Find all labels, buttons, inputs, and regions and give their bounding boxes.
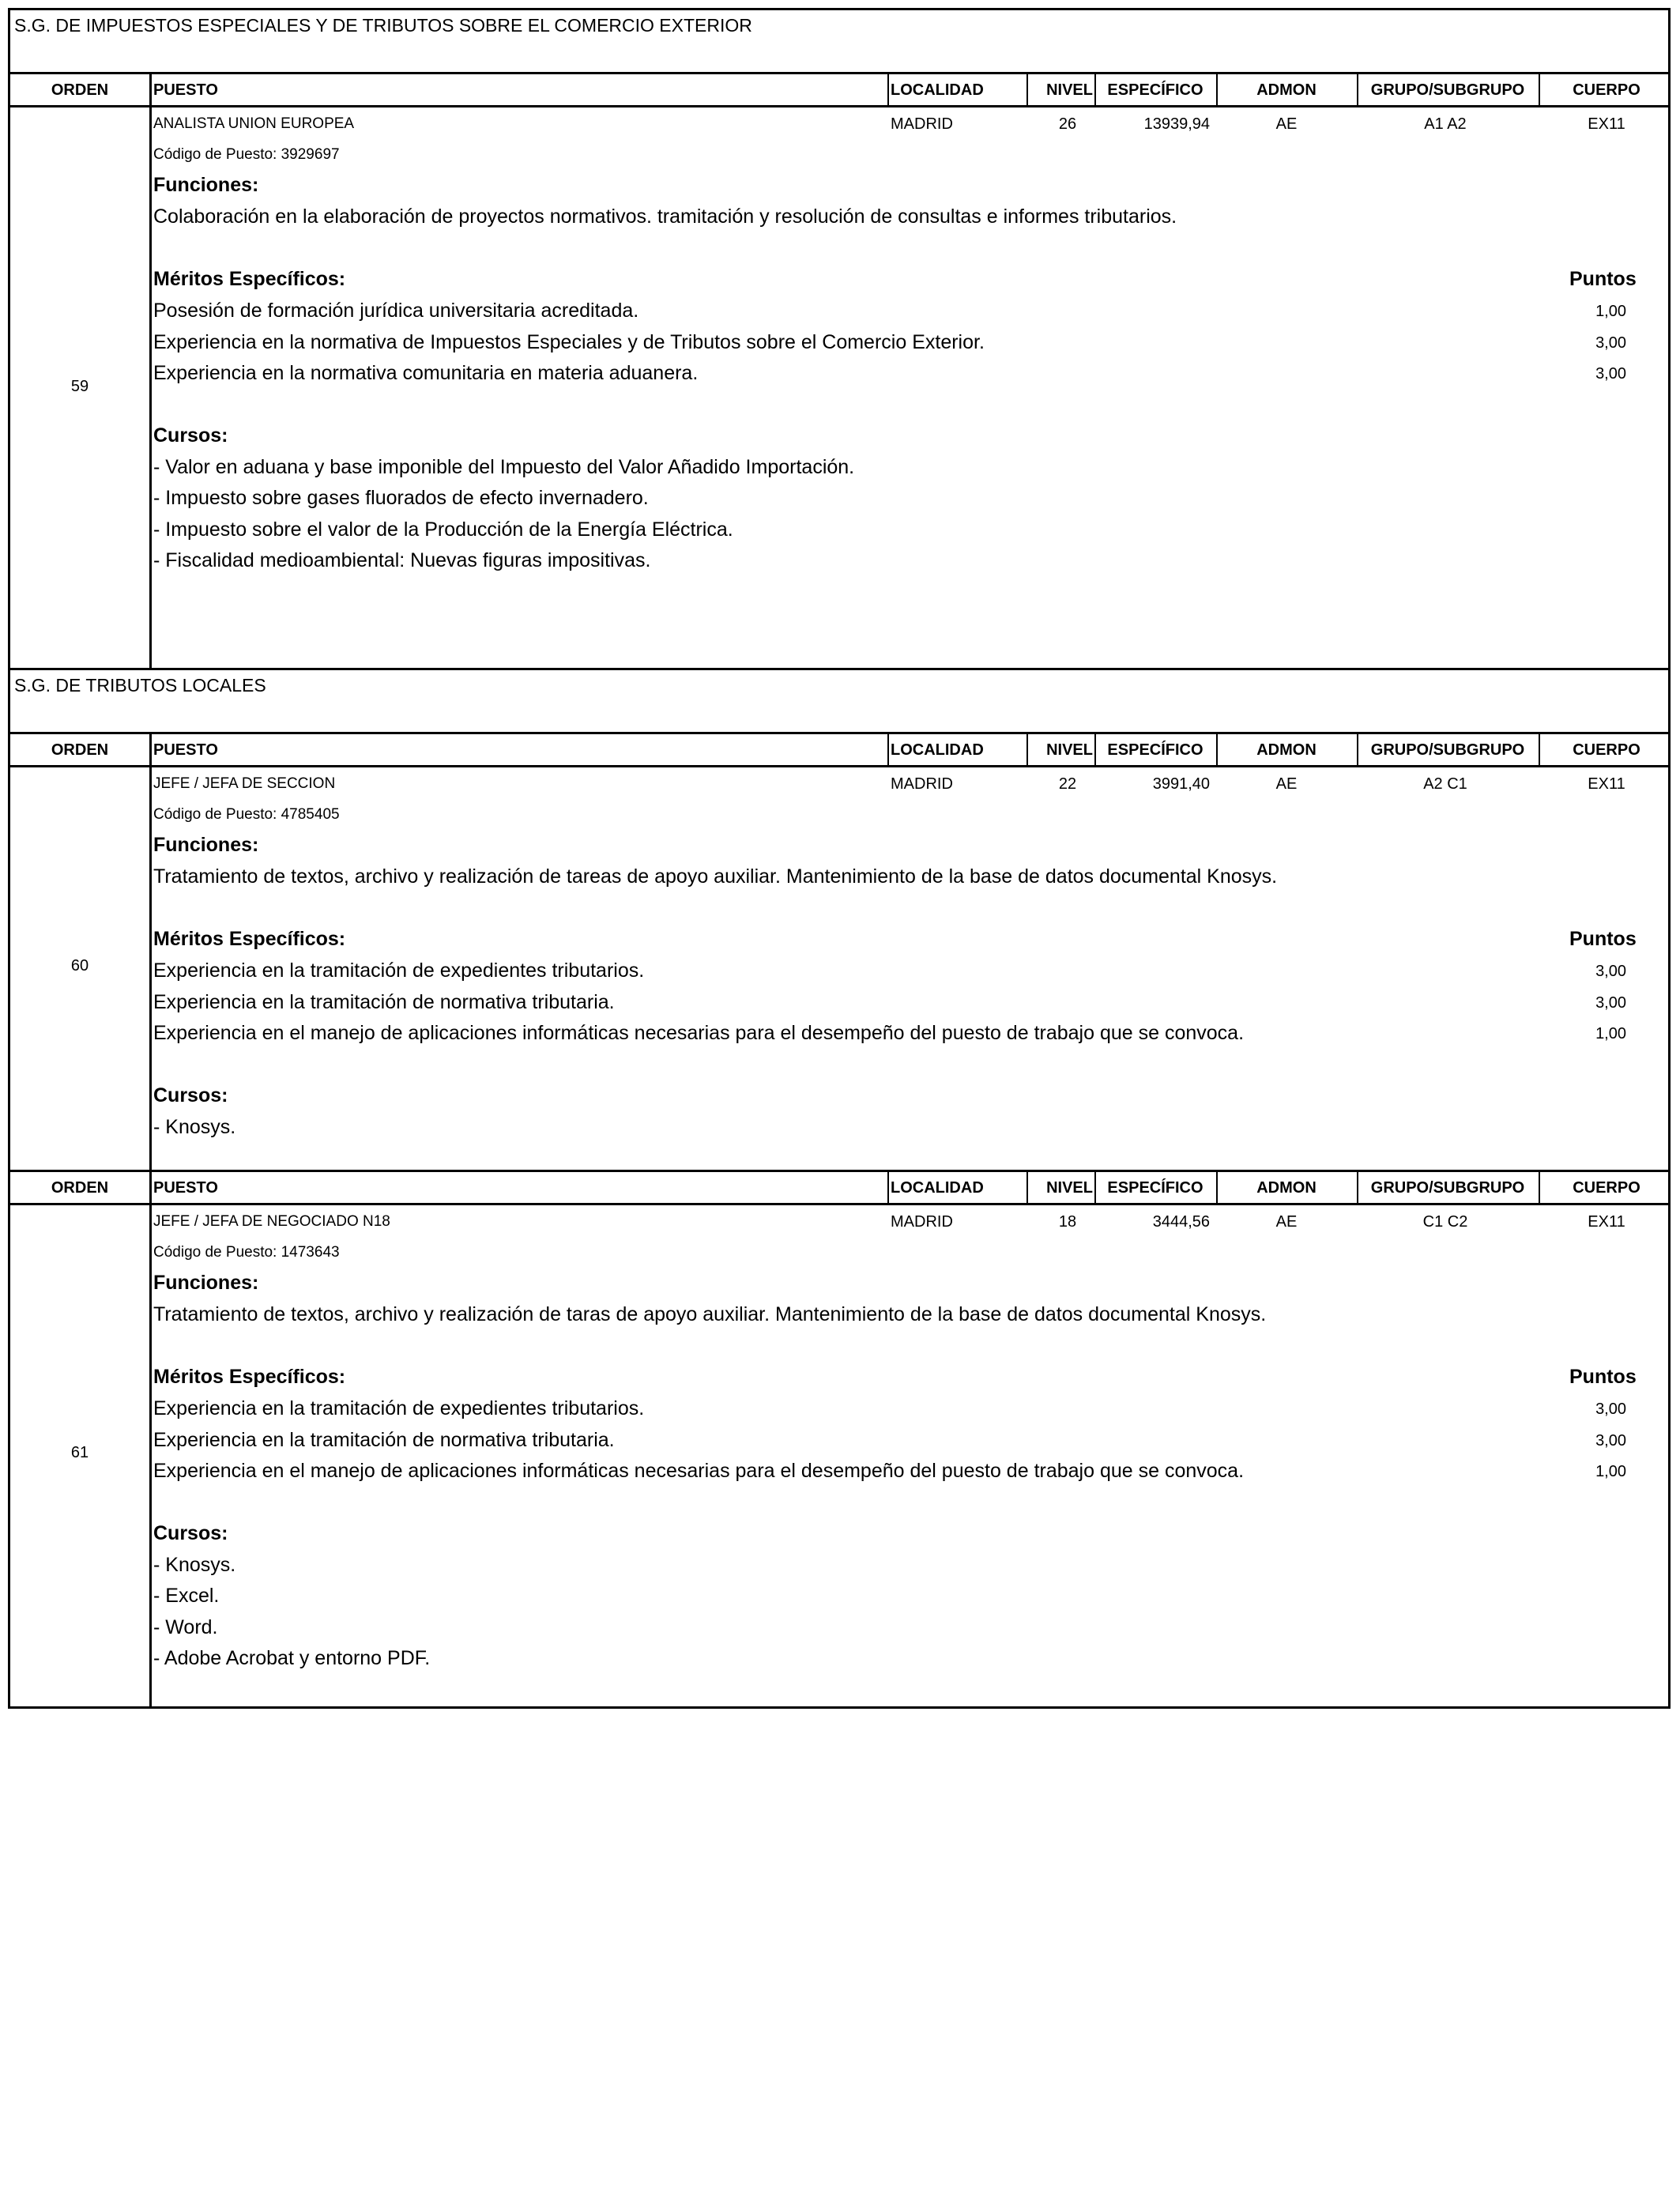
header-grupo: GRUPO/SUBGRUPO: [1370, 741, 1525, 759]
puntos-label: Puntos: [1569, 268, 1637, 290]
admon: AE: [1275, 115, 1298, 133]
curso-item: - Impuesto sobre gases fluorados de efecto invernadero.: [153, 487, 649, 509]
orden-number: 60: [70, 957, 89, 974]
curso-item: - Valor en aduana y base imponible del Impuesto del Valor Añadido Importación.: [153, 456, 855, 478]
merito-item: Experiencia en la normativa comunitaria en materia aduanera.: [153, 362, 699, 384]
orden-number: 61: [70, 1444, 89, 1461]
header-cuerpo: CUERPO: [1573, 81, 1640, 99]
puntos-label: Puntos: [1569, 928, 1637, 950]
header-grupo: GRUPO/SUBGRUPO: [1370, 1179, 1525, 1197]
merito-puntos: 3,00: [1595, 334, 1626, 352]
merito-item: Experiencia en la tramitación de normativa tributaria.: [153, 991, 615, 1013]
admon: AE: [1275, 1213, 1298, 1231]
cursos-label: Cursos:: [153, 1522, 228, 1544]
merito-item: Experiencia en el manejo de aplicaciones informáticas necesarias para el desempeño del puesto de trabajo que se convoca.: [153, 1022, 1245, 1044]
merito-puntos: 3,00: [1595, 1400, 1626, 1418]
codigo-puesto: Código de Puesto: 1473643: [153, 1244, 340, 1261]
meritos-label: Méritos Específicos:: [153, 928, 346, 950]
header-grupo: GRUPO/SUBGRUPO: [1370, 81, 1525, 99]
header-cuerpo: CUERPO: [1573, 1179, 1640, 1197]
localidad: MADRID: [891, 775, 953, 793]
header-especifico: ESPECÍFICO: [1107, 81, 1203, 99]
merito-puntos: 3,00: [1595, 1432, 1626, 1449]
codigo-puesto: Código de Puesto: 4785405: [153, 806, 340, 823]
table-header: [10, 1172, 1668, 1205]
nivel: 26: [1058, 115, 1077, 133]
header-puesto: PUESTO: [153, 1179, 218, 1197]
job-entry: [10, 767, 1668, 1172]
funciones-label: Funciones:: [153, 834, 259, 856]
admon: AE: [1275, 775, 1298, 793]
section-title: [10, 670, 1668, 734]
document-table: [8, 8, 1671, 1709]
merito-item: Experiencia en la tramitación de expedientes tributarios.: [153, 959, 645, 982]
header-localidad: LOCALIDAD: [891, 81, 984, 99]
header-especifico: ESPECÍFICO: [1107, 1179, 1203, 1197]
orden-number: 59: [70, 378, 89, 395]
funciones-text: Colaboración en la elaboración de proyectos normativos. tramitación y resolución de consultas e informes tributarios.: [153, 205, 1177, 228]
grupo: A1 A2: [1424, 115, 1467, 133]
cursos-label: Cursos:: [153, 1084, 228, 1106]
puntos-label: Puntos: [1569, 1366, 1637, 1388]
job-entry: [10, 107, 1668, 670]
curso-item: - Word.: [153, 1616, 218, 1638]
section-title: [10, 10, 1668, 74]
job-entry: [10, 1205, 1668, 1706]
table-header: [10, 74, 1668, 107]
header-admon: ADMON: [1256, 81, 1317, 99]
cuerpo: EX11: [1588, 775, 1625, 793]
grupo: C1 C2: [1422, 1213, 1468, 1231]
merito-puntos: 1,00: [1595, 303, 1626, 320]
merito-puntos: 3,00: [1595, 963, 1626, 980]
merito-puntos: 3,00: [1595, 994, 1626, 1012]
header-especifico: ESPECÍFICO: [1107, 741, 1203, 759]
header-localidad: LOCALIDAD: [891, 741, 984, 759]
curso-item: - Knosys.: [153, 1116, 236, 1138]
merito-item: Experiencia en la normativa de Impuestos Especiales y de Tributos sobre el Comercio Exterior.: [153, 331, 985, 353]
merito-item: Experiencia en la tramitación de expedientes tributarios.: [153, 1397, 645, 1419]
merito-puntos: 1,00: [1595, 1025, 1626, 1042]
especifico: 3444,56: [1152, 1213, 1210, 1231]
meritos-label: Méritos Específicos:: [153, 1366, 346, 1388]
funciones-text: Tratamiento de textos, archivo y realización de taras de apoyo auxiliar. Mantenimiento de la base de datos documental Knosys.: [153, 1303, 1267, 1325]
curso-item: - Adobe Acrobat y entorno PDF.: [153, 1647, 431, 1669]
curso-item: - Knosys.: [153, 1554, 236, 1576]
section-title-text: S.G. DE TRIBUTOS LOCALES: [14, 675, 266, 696]
especifico: 3991,40: [1152, 775, 1210, 793]
merito-item: Experiencia en la tramitación de normativa tributaria.: [153, 1429, 615, 1451]
codigo-puesto: Código de Puesto: 3929697: [153, 146, 340, 163]
curso-item: - Impuesto sobre el valor de la Producción de la Energía Eléctrica.: [153, 518, 733, 541]
puesto-name: JEFE / JEFA DE NEGOCIADO N18: [153, 1213, 390, 1230]
header-nivel: NIVEL: [1046, 1179, 1093, 1197]
localidad: MADRID: [891, 1213, 953, 1231]
localidad: MADRID: [891, 115, 953, 133]
nivel: 18: [1058, 1213, 1077, 1231]
cursos-label: Cursos:: [153, 424, 228, 447]
header-admon: ADMON: [1256, 741, 1317, 759]
header-nivel: NIVEL: [1046, 741, 1093, 759]
curso-item: - Excel.: [153, 1585, 220, 1607]
merito-item: Posesión de formación jurídica universitaria acreditada.: [153, 300, 639, 322]
header-localidad: LOCALIDAD: [891, 1179, 984, 1197]
merito-puntos: 3,00: [1595, 365, 1626, 383]
puesto-name: ANALISTA UNION EUROPEA: [153, 115, 355, 132]
nivel: 22: [1058, 775, 1077, 793]
puesto-name: JEFE / JEFA DE SECCION: [153, 775, 336, 792]
header-orden: ORDEN: [51, 741, 109, 759]
header-orden: ORDEN: [51, 1179, 109, 1197]
header-admon: ADMON: [1256, 1179, 1317, 1197]
funciones-text: Tratamiento de textos, archivo y realización de tareas de apoyo auxiliar. Mantenimiento de la base de datos documental Knosys.: [153, 865, 1278, 888]
funciones-label: Funciones:: [153, 174, 259, 196]
merito-puntos: 1,00: [1595, 1463, 1626, 1480]
header-nivel: NIVEL: [1046, 81, 1093, 99]
cuerpo: EX11: [1588, 115, 1625, 133]
merito-item: Experiencia en el manejo de aplicaciones informáticas necesarias para el desempeño del puesto de trabajo que se convoca.: [153, 1460, 1245, 1482]
meritos-label: Méritos Específicos:: [153, 268, 346, 290]
header-puesto: PUESTO: [153, 741, 218, 759]
header-cuerpo: CUERPO: [1573, 741, 1640, 759]
header-puesto: PUESTO: [153, 81, 218, 99]
cuerpo: EX11: [1588, 1213, 1625, 1231]
section-title-text: S.G. DE IMPUESTOS ESPECIALES Y DE TRIBUTOS SOBRE EL COMERCIO EXTERIOR: [14, 15, 752, 36]
header-orden: ORDEN: [51, 81, 109, 99]
grupo: A2 C1: [1423, 775, 1467, 793]
especifico: 13939,94: [1143, 115, 1210, 133]
table-header: [10, 734, 1668, 767]
funciones-label: Funciones:: [153, 1272, 259, 1294]
curso-item: - Fiscalidad medioambiental: Nuevas figuras impositivas.: [153, 549, 651, 571]
